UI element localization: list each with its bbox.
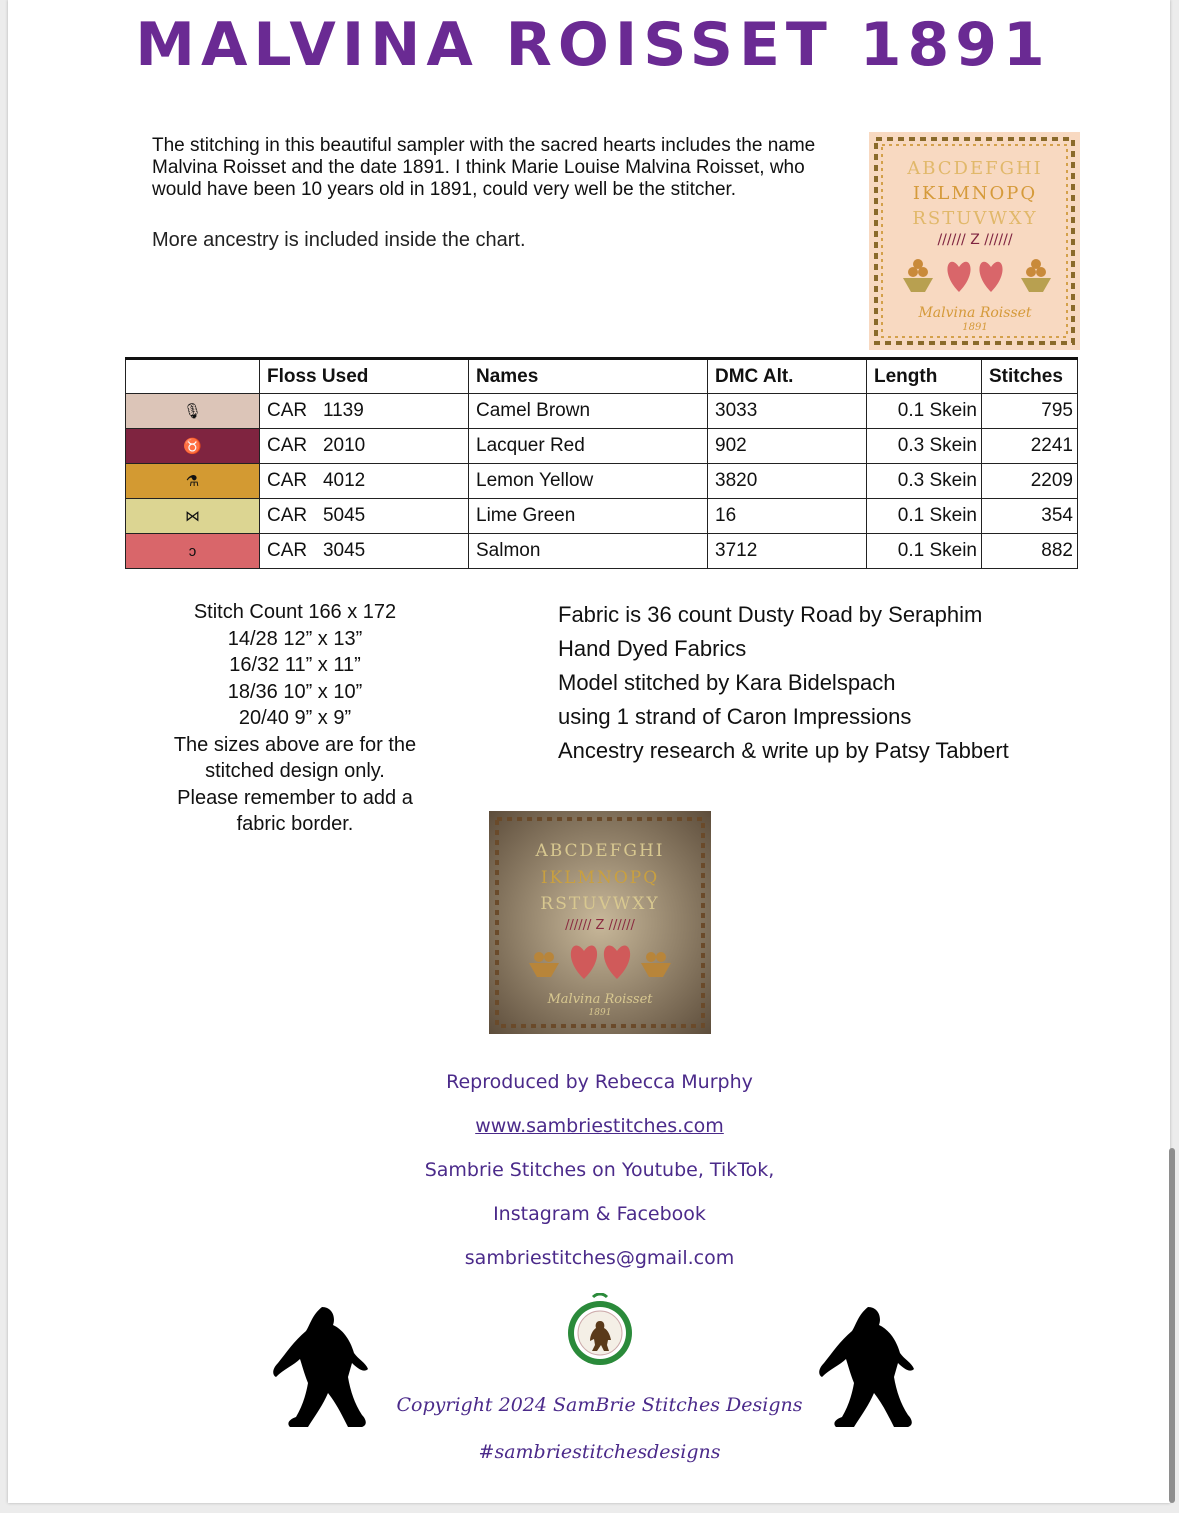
dmc-cell: 3820 (708, 464, 867, 499)
svg-text:ABCDEFGHI: ABCDEFGHI (535, 841, 665, 861)
credits-block (308, 1066, 891, 1286)
name-cell: Salmon (469, 534, 708, 569)
size-note: The sizes above are for the (173, 733, 417, 756)
name-cell: Lime Green (469, 499, 708, 534)
floss-cell: CAR 3045 (260, 534, 469, 569)
intro-paragraph: The stitching in this beautiful sampler with the sacred hearts includes the name Malvina Roisset and the date 1891. I think Marie Louise Malvina Roisset, who would have been 10 years old in 1891, could very well be the stitcher. (152, 135, 816, 200)
length-cell: 0.1 Skein (867, 534, 982, 569)
header-names: Names (469, 359, 708, 394)
sampler-chart-image (869, 132, 1080, 350)
fabric-line: Ancestry research & write up by Patsy Tabbert (558, 738, 1009, 763)
sampler-name: Malvina Roisset (918, 305, 1032, 321)
table-row (126, 394, 1078, 429)
stitches-cell: 2209 (982, 464, 1078, 499)
fabric-info (558, 598, 1118, 768)
header-symbol (126, 359, 260, 394)
header-dmc-alt: DMC Alt. (708, 359, 867, 394)
size-line: 20/40 9” x 9” (238, 707, 352, 729)
social-line-1: Sambrie Stitches on Youtube, TikTok, (424, 1159, 775, 1181)
copyright-text: Copyright 2024 SamBrie Stitches Designs (396, 1394, 803, 1416)
dmc-cell: 3033 (708, 394, 867, 429)
sambrie-logo-icon (563, 1293, 637, 1367)
hashtag-text[interactable]: #sambriestitchesdesigns (478, 1441, 721, 1463)
header-stitches: Stitches (982, 359, 1078, 394)
stitches-cell: 882 (982, 534, 1078, 569)
floss-cell: CAR 1139 (260, 394, 469, 429)
vertical-scrollbar[interactable] (1169, 1148, 1175, 1503)
table-row (126, 464, 1078, 499)
stitches-cell: 2241 (982, 429, 1078, 464)
stitch-sizes (145, 599, 445, 838)
dmc-cell: 3712 (708, 534, 867, 569)
length-cell: 0.1 Skein (867, 394, 982, 429)
color-swatch: ♉ (126, 429, 260, 464)
fabric-line: using 1 strand of Caron Impressions (558, 704, 912, 729)
header-length: Length (867, 359, 982, 394)
dmc-cell: 902 (708, 429, 867, 464)
fabric-line: Model stitched by Kara Bidelspach (558, 670, 896, 695)
name-cell: Lemon Yellow (469, 464, 708, 499)
reproduced-by: Reproduced by Rebecca Murphy (446, 1071, 753, 1093)
length-cell: 0.3 Skein (867, 429, 982, 464)
length-cell: 0.3 Skein (867, 464, 982, 499)
floss-table (125, 357, 1078, 569)
svg-text:1891: 1891 (588, 1008, 612, 1018)
size-line: 16/32 11” x 11” (229, 654, 361, 676)
header-floss-used: Floss Used (260, 359, 469, 394)
floss-cell: CAR 5045 (260, 499, 469, 534)
stitches-cell: 354 (982, 499, 1078, 534)
size-note: Please remember to add a (177, 786, 413, 809)
table-header-row (126, 359, 1078, 394)
sampler-row-1: ABCDEFGHI (907, 158, 1043, 179)
stitched-model-photo (489, 811, 711, 1034)
color-swatch: ⚗ (126, 464, 260, 499)
dmc-cell: 16 (708, 499, 867, 534)
length-cell: 0.1 Skein (867, 499, 982, 534)
sampler-row-2: IKLMNOPQ (912, 183, 1038, 204)
size-note: fabric border. (236, 813, 354, 835)
size-note: stitched design only. (205, 760, 385, 782)
floss-cell: CAR 4012 (260, 464, 469, 499)
svg-text:IKLMNOPQ: IKLMNOPQ (540, 868, 660, 888)
svg-text:////// Z //////: ////// Z ////// (565, 918, 635, 933)
name-cell: Lacquer Red (469, 429, 708, 464)
intro-more-ancestry: More ancestry is included inside the chart. (152, 229, 526, 251)
social-line-2: Instagram & Facebook (493, 1203, 706, 1225)
floss-cell: CAR 2010 (260, 429, 469, 464)
table-row (126, 534, 1078, 569)
color-swatch: ⋈ (126, 499, 260, 534)
table-row (126, 429, 1078, 464)
table-row (126, 499, 1078, 534)
sampler-row-3: RSTUVWXY (912, 208, 1038, 229)
email-address[interactable]: sambriestitches@gmail.com (464, 1247, 735, 1269)
color-swatch: ↄ (126, 534, 260, 569)
name-cell: Camel Brown (469, 394, 708, 429)
color-swatch: 🎙 (126, 394, 260, 429)
size-line: 14/28 12” x 13” (227, 627, 363, 650)
sampler-year: 1891 (962, 322, 988, 333)
sampler-middle-row: ////// Z ////// (937, 232, 1013, 248)
document-page (8, 0, 1170, 1503)
stitch-count: Stitch Count 166 x 172 (193, 601, 397, 623)
svg-text:RSTUVWXY: RSTUVWXY (540, 894, 660, 914)
stitches-cell: 795 (982, 394, 1078, 429)
website-link[interactable]: www.sambriestitches.com (475, 1115, 724, 1137)
fabric-line: Hand Dyed Fabrics (558, 636, 747, 661)
svg-text:Malvina Roisset: Malvina Roisset (547, 992, 653, 1007)
size-line: 18/36 10” x 10” (227, 680, 363, 703)
page-title: MALVINA ROISSET 1891 (135, 10, 1051, 80)
fabric-line: Fabric is 36 count Dusty Road by Seraphim (558, 602, 983, 627)
